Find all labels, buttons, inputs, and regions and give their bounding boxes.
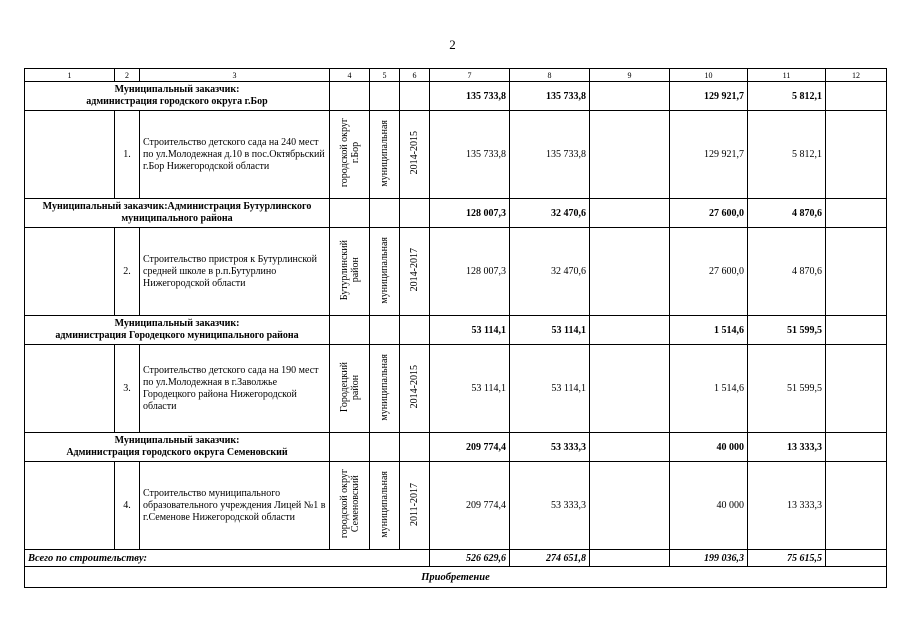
empty-cell <box>330 433 370 462</box>
customer-total-c8: 53 114,1 <box>510 316 590 345</box>
grand-total-c10: 199 036,3 <box>670 550 748 567</box>
project-district <box>330 228 370 316</box>
column-header: 5 <box>370 69 400 82</box>
project-district <box>330 111 370 199</box>
empty-cell <box>400 82 430 111</box>
project-period <box>400 228 430 316</box>
customer-total-c8: 53 333,3 <box>510 433 590 462</box>
customer-total-c11: 51 599,5 <box>748 316 826 345</box>
customer-total-c12 <box>826 199 887 228</box>
project-ownership <box>370 111 400 199</box>
period-text: 2014-2015 <box>409 131 420 175</box>
project-c8: 32 470,6 <box>510 228 590 316</box>
customer-name: Муниципальный заказчик: администрация городского округа г.Бор <box>25 82 330 111</box>
project-row <box>25 345 887 433</box>
project-ownership <box>370 228 400 316</box>
customer-total-c9 <box>590 316 670 345</box>
customer-name: Муниципальный заказчик: Администрация городского округа Семеновский <box>25 433 330 462</box>
project-period <box>400 345 430 433</box>
grand-total-c11: 75 615,5 <box>748 550 826 567</box>
customer-total-c12 <box>826 316 887 345</box>
project-index: 1. <box>115 111 140 199</box>
project-c12 <box>826 345 887 433</box>
column-header: 6 <box>400 69 430 82</box>
project-c11: 4 870,6 <box>748 228 826 316</box>
period-text: 2011-2017 <box>409 482 420 526</box>
empty-cell <box>400 199 430 228</box>
empty-cell <box>400 316 430 345</box>
project-period <box>400 111 430 199</box>
project-row <box>25 462 887 550</box>
customer-total-c10: 1 514,6 <box>670 316 748 345</box>
project-c8: 53 114,1 <box>510 345 590 433</box>
project-c9 <box>590 111 670 199</box>
empty-cell <box>370 199 400 228</box>
project-index: 3. <box>115 345 140 433</box>
column-header: 3 <box>140 69 330 82</box>
project-description: Строительство детского сада на 240 мест по ул.Молодежная д.10 в пос.Октябрьский г.Бор Нижегородской области <box>140 111 330 199</box>
project-description: Строительство муниципального образовательного учреждения Лицей №1 в г.Семенове Нижегородской области <box>140 462 330 550</box>
column-header: 9 <box>590 69 670 82</box>
acquisition-section-title: Приобретение <box>25 567 887 588</box>
grand-total-c9 <box>590 550 670 567</box>
empty-cell <box>25 228 115 316</box>
empty-cell <box>330 199 370 228</box>
project-c11: 5 812,1 <box>748 111 826 199</box>
project-c11: 13 333,3 <box>748 462 826 550</box>
customer-name: Муниципальный заказчик: администрация Городецкого муниципального района <box>25 316 330 345</box>
period-text: 2014-2015 <box>409 365 420 409</box>
project-c9 <box>590 228 670 316</box>
customer-row <box>25 433 887 462</box>
column-header: 10 <box>670 69 748 82</box>
ownership-text: муниципальная <box>379 119 390 187</box>
project-c8: 53 333,3 <box>510 462 590 550</box>
column-number-row <box>25 69 887 82</box>
project-ownership <box>370 345 400 433</box>
project-c7: 128 007,3 <box>430 228 510 316</box>
grand-total-c12 <box>826 550 887 567</box>
project-index: 2. <box>115 228 140 316</box>
project-c8: 135 733,8 <box>510 111 590 199</box>
project-c7: 135 733,8 <box>430 111 510 199</box>
project-description: Строительство пристроя к Бутурлинской средней школе в р.п.Бутурлино Нижегородской области <box>140 228 330 316</box>
customer-row <box>25 82 887 111</box>
column-header: 4 <box>330 69 370 82</box>
empty-cell <box>330 82 370 111</box>
customer-total-c7: 53 114,1 <box>430 316 510 345</box>
customer-total-c7: 128 007,3 <box>430 199 510 228</box>
project-c9 <box>590 345 670 433</box>
customer-total-c10: 27 600,0 <box>670 199 748 228</box>
district-text: городской округ г.Бор <box>338 118 361 188</box>
district-text: Городецкий район <box>338 361 361 413</box>
ownership-text: муниципальная <box>379 236 390 304</box>
empty-cell <box>25 462 115 550</box>
project-c12 <box>826 228 887 316</box>
ownership-text: муниципальная <box>379 353 390 421</box>
customer-row <box>25 316 887 345</box>
column-header: 2 <box>115 69 140 82</box>
project-c9 <box>590 462 670 550</box>
customer-row <box>25 199 887 228</box>
grand-total-c7: 526 629,6 <box>430 550 510 567</box>
grand-total-row <box>25 550 887 567</box>
district-text: городской округ Семеновский <box>338 469 361 539</box>
acquisition-section-row <box>25 567 887 588</box>
empty-cell <box>25 111 115 199</box>
page-number: 2 <box>449 37 456 52</box>
grand-total-label: Всего по строительству: <box>25 550 430 567</box>
column-header: 8 <box>510 69 590 82</box>
empty-cell <box>400 433 430 462</box>
customer-total-c11: 4 870,6 <box>748 199 826 228</box>
empty-cell <box>370 433 400 462</box>
investment-table <box>24 68 887 588</box>
project-index: 4. <box>115 462 140 550</box>
project-c10: 27 600,0 <box>670 228 748 316</box>
empty-cell <box>370 316 400 345</box>
project-c12 <box>826 111 887 199</box>
project-row <box>25 228 887 316</box>
grand-total-c8: 274 651,8 <box>510 550 590 567</box>
customer-total-c7: 135 733,8 <box>430 82 510 111</box>
customer-total-c10: 129 921,7 <box>670 82 748 111</box>
customer-total-c9 <box>590 433 670 462</box>
customer-total-c12 <box>826 82 887 111</box>
customer-total-c7: 209 774,4 <box>430 433 510 462</box>
empty-cell <box>370 82 400 111</box>
customer-total-c8: 135 733,8 <box>510 82 590 111</box>
project-district <box>330 462 370 550</box>
project-c12 <box>826 462 887 550</box>
project-c11: 51 599,5 <box>748 345 826 433</box>
column-header: 12 <box>826 69 887 82</box>
column-header: 11 <box>748 69 826 82</box>
ownership-text: муниципальная <box>379 470 390 538</box>
project-district <box>330 345 370 433</box>
customer-total-c12 <box>826 433 887 462</box>
column-header: 1 <box>25 69 115 82</box>
project-ownership <box>370 462 400 550</box>
district-text: Бутурлинский район <box>338 239 361 301</box>
customer-total-c11: 5 812,1 <box>748 82 826 111</box>
project-c7: 209 774,4 <box>430 462 510 550</box>
empty-cell <box>25 345 115 433</box>
customer-total-c9 <box>590 199 670 228</box>
period-text: 2014-2017 <box>409 248 420 292</box>
customer-total-c8: 32 470,6 <box>510 199 590 228</box>
customer-total-c11: 13 333,3 <box>748 433 826 462</box>
project-c10: 40 000 <box>670 462 748 550</box>
project-c10: 129 921,7 <box>670 111 748 199</box>
project-c10: 1 514,6 <box>670 345 748 433</box>
customer-total-c10: 40 000 <box>670 433 748 462</box>
empty-cell <box>330 316 370 345</box>
column-header: 7 <box>430 69 510 82</box>
project-period <box>400 462 430 550</box>
customer-name: Муниципальный заказчик:Администрация Бутурлинского муниципального района <box>25 199 330 228</box>
project-row <box>25 111 887 199</box>
project-description: Строительство детского сада на 190 мест по ул.Молодежная в г.Заволжье Городецкого района Нижегородской области <box>140 345 330 433</box>
project-c7: 53 114,1 <box>430 345 510 433</box>
customer-total-c9 <box>590 82 670 111</box>
